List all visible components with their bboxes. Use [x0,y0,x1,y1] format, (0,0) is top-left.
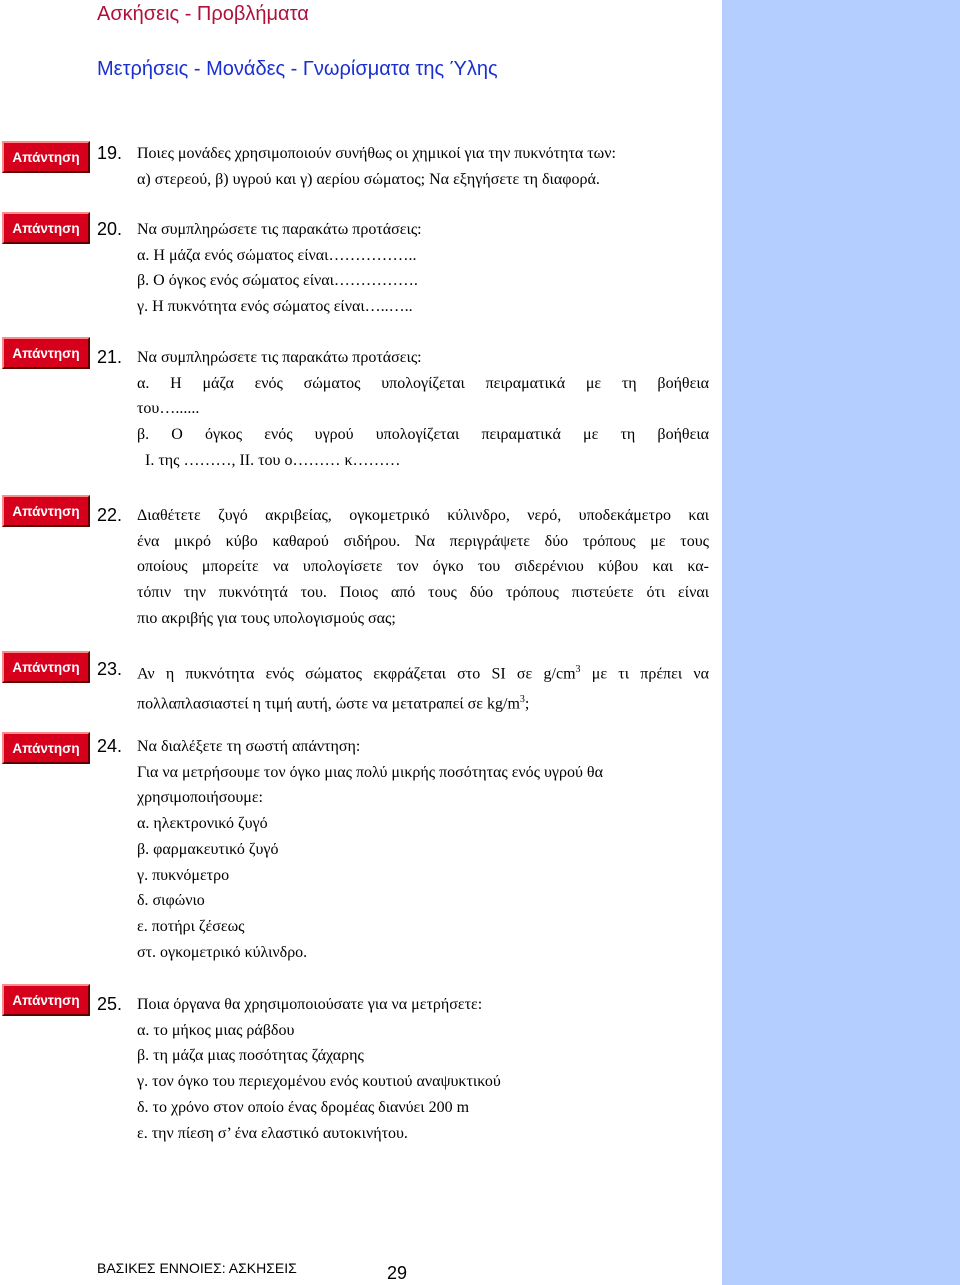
page-subtitle: Μετρήσεις - Μονάδες - Γνωρίσματα της Ύλης [97,58,498,80]
question-number: 25. [97,994,123,1014]
answer-button-23[interactable]: Απάντηση [2,651,90,683]
option-c: γ. τον όγκο του περιεχομένου ενός κουτιού αναψυκτικού [137,1073,501,1091]
question-text: α) στερεού, β) υγρού και γ) αερίου σώματος; Να εξηγήσετε τη διαφορά. [137,170,600,188]
question-text: Αν η πυκνότητα ενός σώματος εκφράζεται στο SI σε $g/cm^3$ με τι πρέπει να [137,664,709,683]
question-22 [97,503,709,632]
answer-button-21[interactable]: Απάντηση [2,337,90,369]
question-number: 19. [97,143,123,163]
question-text: Ποια όργανα θα χρησιμοποιούσατε για να μετρήσετε: [137,996,483,1013]
answer-button-22[interactable]: Απάντηση [2,495,90,527]
option-b: β. Ο όγκος ενός σώματος είναι……………. [137,272,418,290]
option-c: γ. Η πυκνότητα ενός σώματος είναι…..….. [137,298,413,316]
option-a: α. ηλεκτρονικό ζυγό [137,815,268,833]
option-d: δ. σιφώνιο [137,892,205,910]
question-text: ένα μικρό κύβο καθαρού σιδήρου. Να περιγράψετε δύο τρόπους με τους [137,532,709,550]
question-number: 20. [97,219,123,239]
question-text: Για να μετρήσουμε τον όγκο μιας πολύ μικρής ποσότητας ενός υγρού θα [137,763,603,781]
question-20 [97,217,709,320]
question-19 [97,141,709,192]
question-text: Ποιες μονάδες χρησιμοποιούν συνήθως οι χημικοί για την πυκνότητα των: [137,145,616,162]
right-margin-panel [722,0,960,1285]
page-number: 29 [387,1263,408,1283]
question-number: 23. [97,659,123,679]
option-e: ε. την πίεση σ’ ένα ελαστικό αυτοκινήτου. [137,1124,408,1142]
question-text: Να συμπληρώσετε τις παρακάτω προτάσεις: [137,349,422,366]
question-text: Να συμπληρώσετε τις παρακάτω προτάσεις: [137,221,422,238]
question-text: πιο ακριβής για τους υπολογισμούς σας; [137,609,396,627]
option-a: α. Η μάζα ενός σώματος υπολογίζεται πειραματικά με τη βοήθεια [137,374,709,392]
option-a: α. Η μάζα ενός σώματος είναι…………….. [137,246,417,264]
option-b: β. φαρμακευτικό ζυγό [137,840,279,858]
question-text: πολλαπλασιαστεί η τιμή αυτή, ώστε να μετατραπεί σε $kg/m^3$; [137,694,530,713]
question-23 [97,657,709,717]
question-24 [97,734,709,965]
option-d: δ. το χρόνο στον οποίο ένας δρομέας διανύει 200 m [137,1098,470,1116]
question-text: χρησιμοποιήσουμε: [137,789,263,807]
option-a-blank: του…...... [137,400,200,418]
answer-button-19[interactable]: Απάντηση [2,141,90,173]
option-e: ε. ποτήρι ζέσεως [137,917,245,935]
page-title: Ασκήσεις - Προβλήματα [97,3,309,25]
question-text: τόπιν την πυκνότητά του. Ποιος από τους δύο τρόπους πιστεύετε ότι είναι [137,584,709,602]
question-text: οποίους μπορείτε να υπολογίσετε τον όγκο του σιδερένιου κύβου και κα- [137,558,709,576]
option-b: β. τη μάζα μιας ποσότητας ζάχαρης [137,1047,364,1065]
question-number: 22. [97,505,123,525]
question-number: 24. [97,736,123,756]
question-21 [97,345,709,474]
answer-button-20[interactable]: Απάντηση [2,212,90,244]
question-text: Διαθέτετε ζυγό ακριβείας, ογκομετρικό κύλινδρο, νερό, υποδεκάμετρο και [137,507,709,524]
option-b-blanks: Ι. της ………, ΙΙ. του ο……… κ……… [145,451,401,469]
option-f: στ. ογκομετρικό κύλινδρο. [137,943,308,961]
footer-text: ΒΑΣΙΚΕΣ ΕΝΝΟΙΕΣ: ΑΣΚΗΣΕΙΣ [97,1260,297,1276]
question-25 [97,992,709,1146]
option-a: α. το μήκος μιας ράβδου [137,1021,295,1039]
question-number: 21. [97,347,123,367]
answer-button-24[interactable]: Απάντηση [2,732,90,764]
answer-button-25[interactable]: Απάντηση [2,984,90,1016]
option-b: β. Ο όγκος ενός υγρού υπολογίζεται πειραματικά με τη βοήθεια [137,426,709,444]
question-text: Να διαλέξετε τη σωστή απάντηση: [137,738,361,755]
option-c: γ. πυκνόμετρο [137,866,230,884]
